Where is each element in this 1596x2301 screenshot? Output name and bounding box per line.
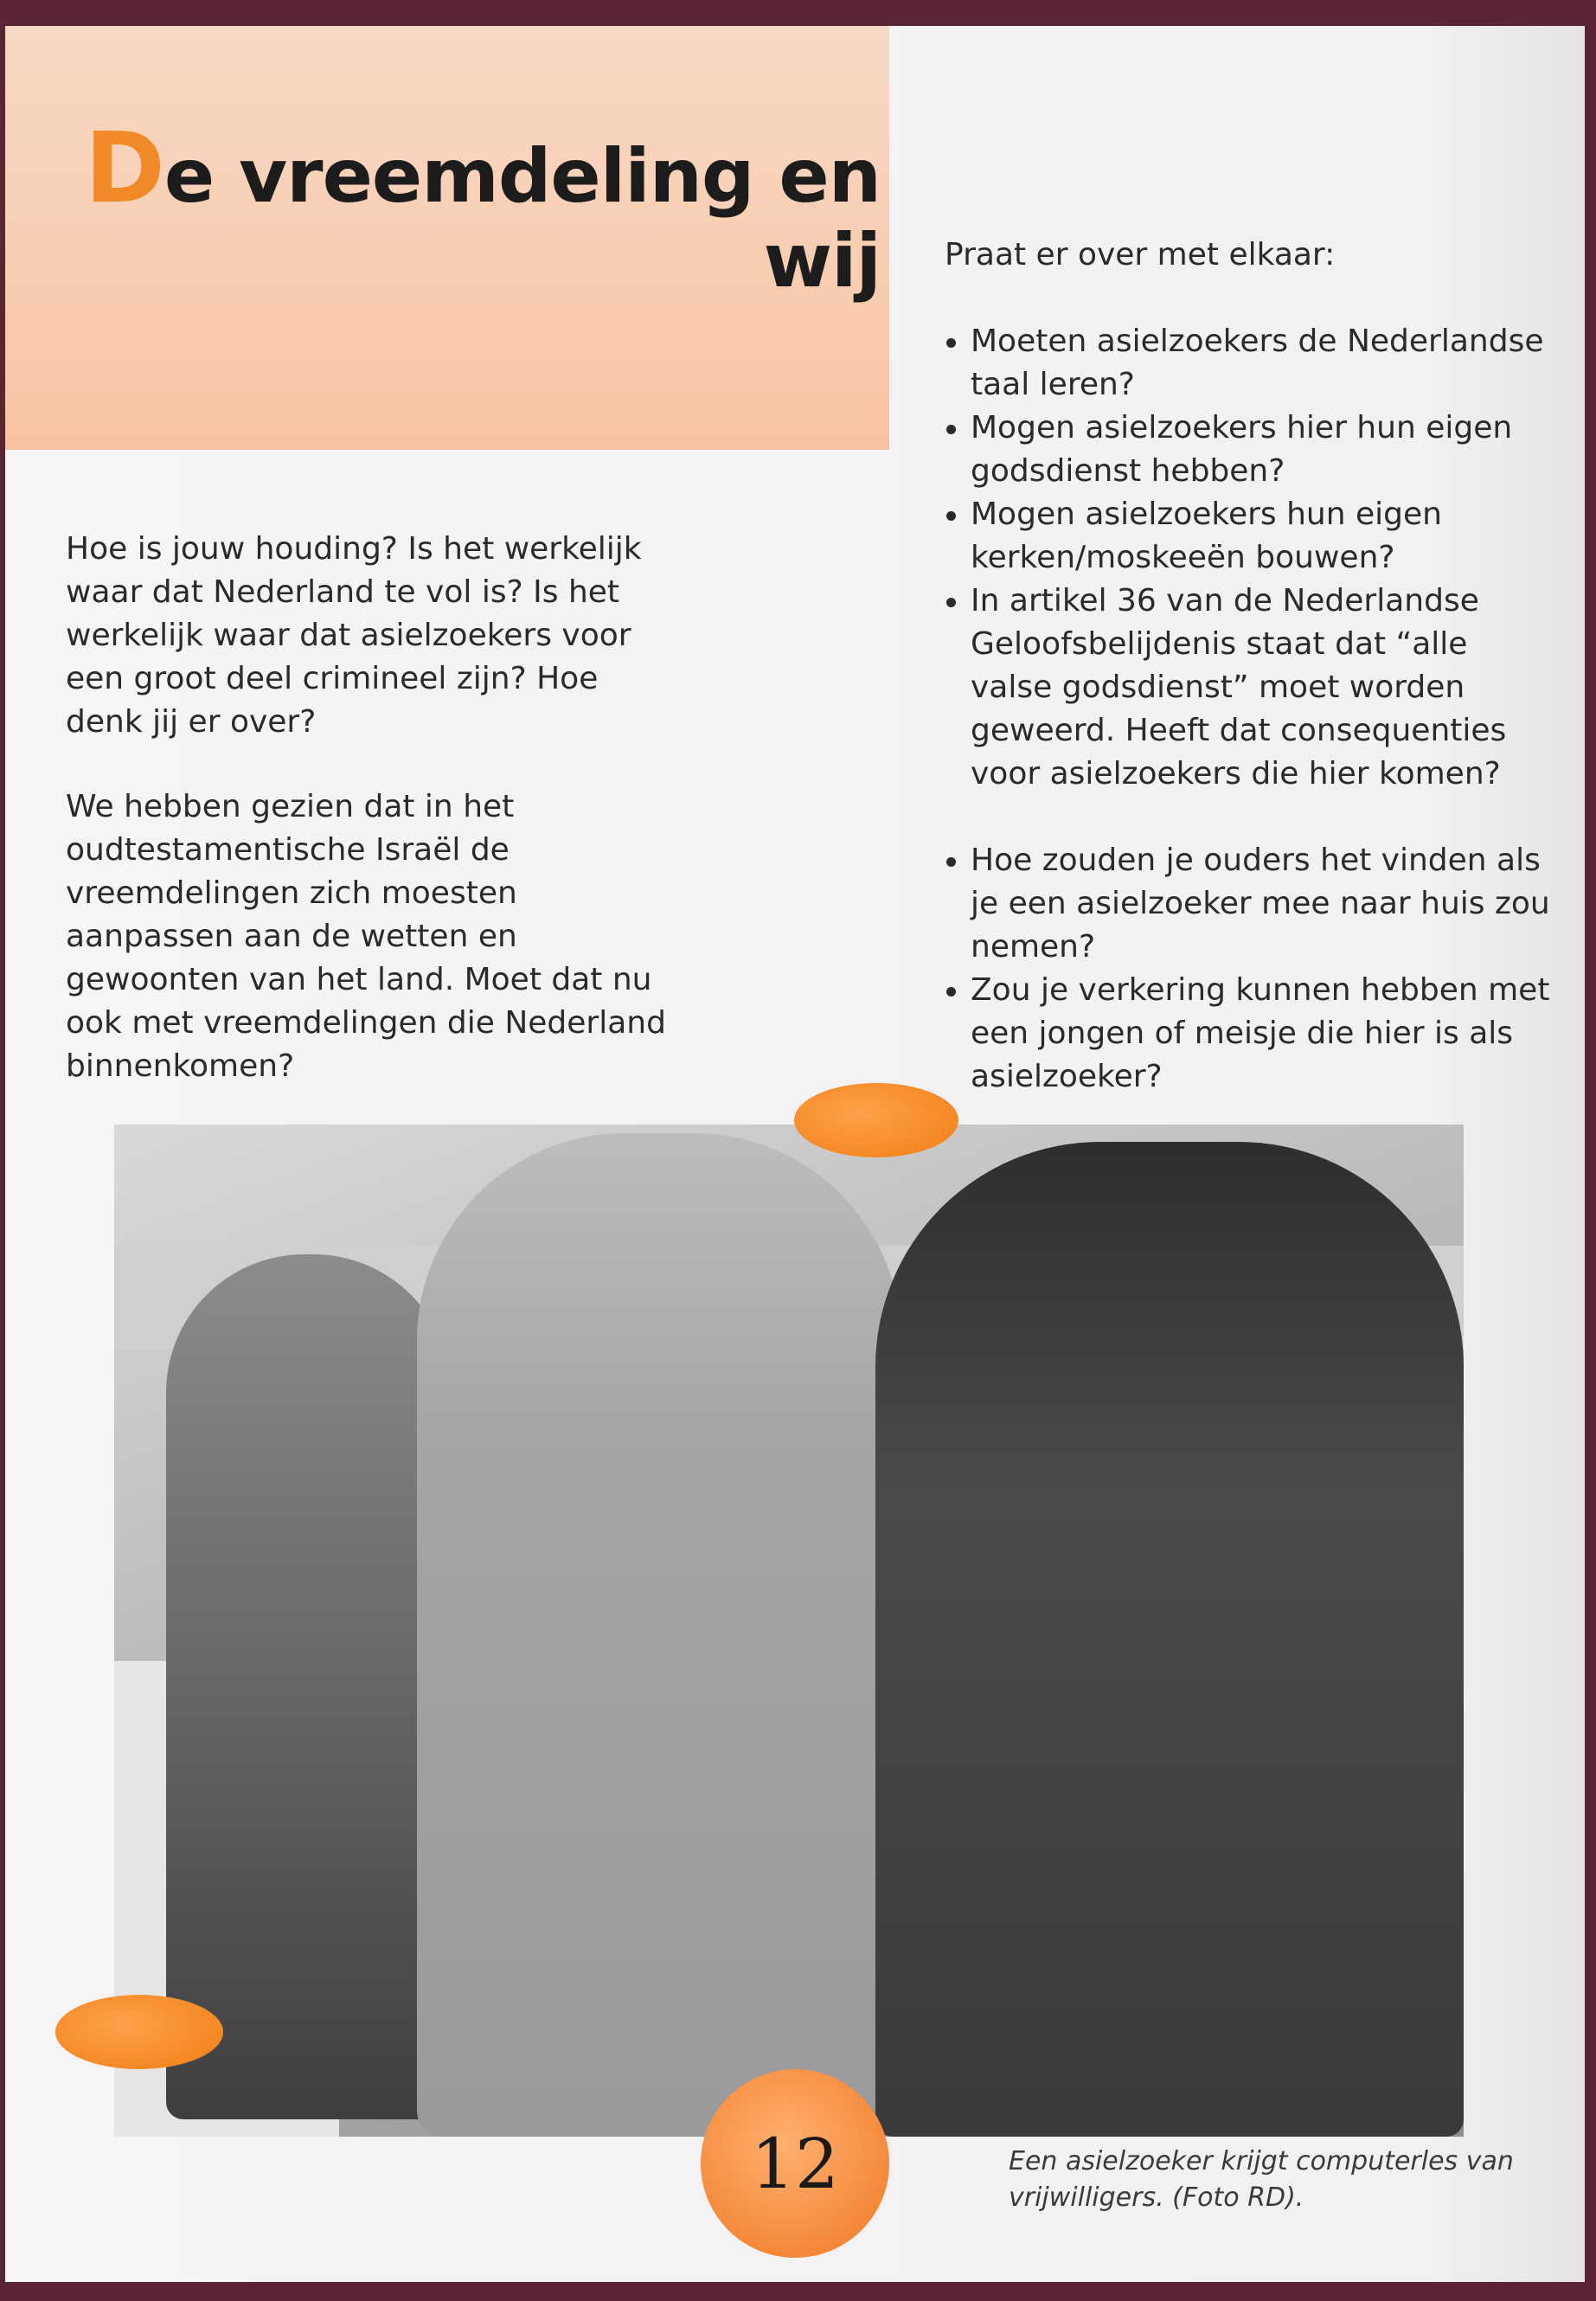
discussion-intro: Praat er over met elkaar: — [945, 237, 1336, 272]
question-item: Hoe zouden je ouders het vinden als je een asielzoeker mee naar huis zou nemen? — [945, 839, 1550, 969]
title-banner — [5, 26, 889, 450]
photo-caption: Een asielzoeker krijgt computerles van vrijwilligers. (Foto RD). — [1009, 2146, 1514, 2213]
photo-person-middle — [417, 1133, 901, 2137]
photo-person-right — [875, 1142, 1464, 2137]
paragraph-2: We hebben gezien dat in het oudtestamentische Israël de vreemdelingen zich moesten aanpassen aan de wetten en gewoonten van het land. Moet dat nu ook met vreemdelingen die Nederland binnenkomen? — [66, 789, 666, 1084]
magazine-page — [5, 26, 1585, 2282]
photo-volunteers-computer — [114, 1125, 1464, 2137]
question-item: Mogen asielzoekers hun eigen kerken/moskeeën bouwen? — [945, 493, 1550, 580]
page-title — [84, 112, 881, 304]
right-column — [945, 234, 1550, 1099]
question-list-1 — [945, 320, 1550, 796]
question-item: Moeten asielzoekers de Nederlandse taal leren? — [945, 320, 1550, 407]
page-number: 12 — [701, 2069, 889, 2258]
question-item: In artikel 36 van de Nederlandse Geloofsbelijdenis staat dat “alle valse godsdienst” moet worden geweerd. Heeft dat consequenties voor asielzoekers die hier komen? — [945, 580, 1550, 796]
title-line-2: wij — [763, 218, 881, 304]
decorative-oval-top — [794, 1083, 958, 1157]
decorative-oval-left — [55, 1995, 223, 2069]
paragraph-1: Hoe is jouw houding? Is het werkelijk waar dat Nederland te vol is? Is het werkelijk waar dat asielzoekers voor een groot deel crimineel zijn? Hoe denk jij er over? — [66, 531, 642, 740]
title-initial: D — [84, 112, 164, 225]
photo-person-left — [166, 1254, 452, 2119]
question-item: Zou je verkering kunnen hebben met een jongen of meisje die hier is als asielzoeker? — [945, 969, 1550, 1099]
question-item: Mogen asielzoekers hier hun eigen godsdienst hebben? — [945, 407, 1550, 493]
question-list-2 — [945, 839, 1550, 1099]
left-column — [66, 528, 671, 1130]
title-line-1: e vreemdeling en — [163, 133, 881, 220]
